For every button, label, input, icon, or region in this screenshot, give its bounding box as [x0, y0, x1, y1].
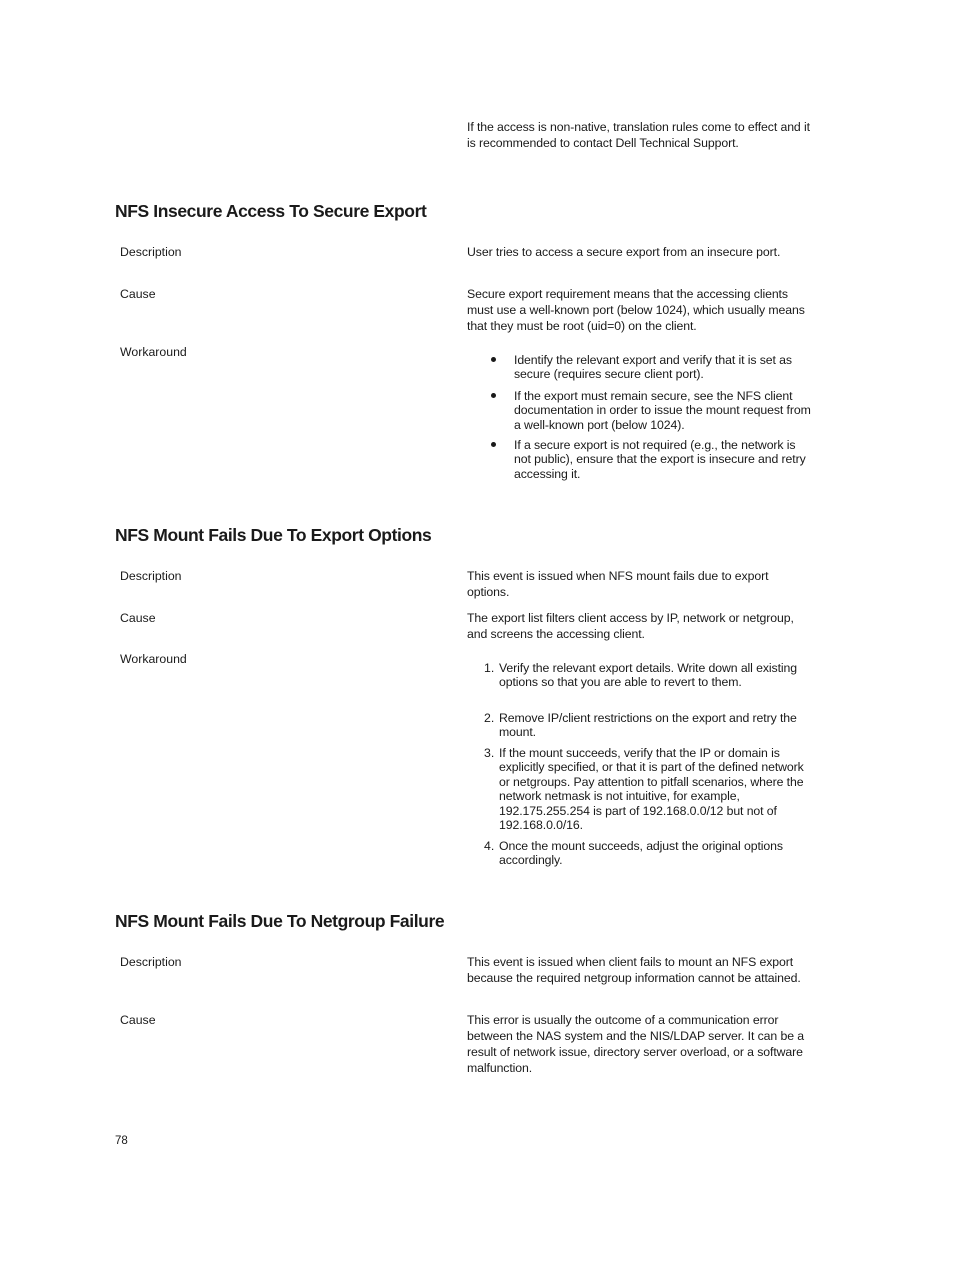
description-label: Description: [120, 955, 182, 969]
list-item: If the export must remain secure, see the NFS client documentation in order to issue the mount request from a well-known port (below 1024).: [514, 389, 811, 432]
description-text: This event is issued when client fails to mount an NFS export because the required netgroup information cannot be attained.: [467, 955, 801, 985]
intro-paragraph: If the access is non-native, translation rules come to effect and it is recommended to contact Dell Technical Support.: [467, 120, 810, 150]
workaround-label: Workaround: [120, 345, 187, 359]
list-item: If the mount succeeds, verify that the IP or domain is explicitly specified, or that it is part of the defined network or netgroups. Pay attention to pitfall scenarios, where the network netmask is not intuitive, for example, 192.175.255.254 is part of 192.168.0.0/12 but not of 192.168.0.0/16.: [499, 746, 804, 833]
cause-text: This error is usually the outcome of a communication error between the NAS system and the NIS/LDAP server. It can be a result of network issue, directory server overload, or a software malfunction.: [467, 1013, 805, 1075]
section-heading-export-options: NFS Mount Fails Due To Export Options: [115, 525, 432, 545]
bullet-icon: [491, 393, 496, 398]
cause-text: Secure export requirement means that the accessing clients must use a well-known port (below 1024), which usually means that they must be root (uid=0) on the client.: [467, 287, 805, 333]
bullet-icon: [491, 442, 496, 447]
cause-label: Cause: [120, 287, 156, 301]
list-item: If a secure export is not required (e.g., the network is not public), ensure that the export is insecure and retry accessing it.: [514, 438, 806, 481]
bullet-icon: [491, 357, 496, 362]
description-text: User tries to access a secure export from an insecure port.: [467, 245, 781, 259]
workaround-label: Workaround: [120, 652, 187, 666]
page-number: 78: [115, 1135, 128, 1147]
list-item: Once the mount succeeds, adjust the original options accordingly.: [499, 839, 783, 868]
description-label: Description: [120, 569, 182, 583]
step-number: 3.: [484, 746, 495, 760]
section-heading-netgroup-failure: NFS Mount Fails Due To Netgroup Failure: [115, 911, 445, 931]
step-number: 4.: [484, 839, 495, 853]
cause-label: Cause: [120, 611, 156, 625]
cause-label: Cause: [120, 1013, 156, 1027]
list-item: Remove IP/client restrictions on the export and retry the mount.: [499, 711, 797, 740]
list-item: Verify the relevant export details. Write down all existing options so that you are able to revert to them.: [499, 661, 798, 690]
list-item: Identify the relevant export and verify that it is set as secure (requires secure client port).: [514, 353, 792, 382]
step-number: 1.: [484, 661, 495, 675]
section-heading-insecure-access: NFS Insecure Access To Secure Export: [115, 201, 427, 221]
description-label: Description: [120, 245, 182, 259]
description-text: This event is issued when NFS mount fails due to export options.: [467, 569, 769, 599]
cause-text: The export list filters client access by IP, network or netgroup, and screens the accessing client.: [467, 611, 794, 641]
step-number: 2.: [484, 711, 495, 725]
